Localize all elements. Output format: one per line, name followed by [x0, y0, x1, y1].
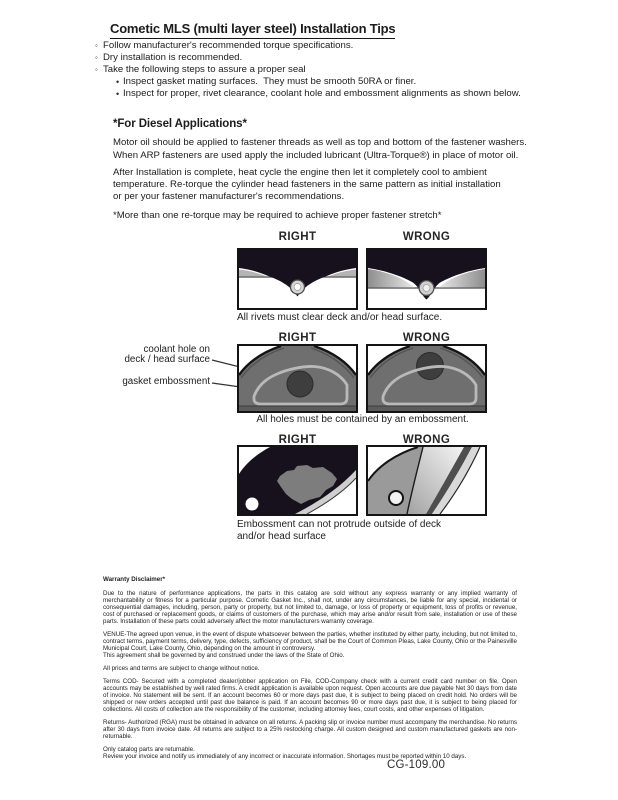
diesel-section	[113, 118, 527, 222]
wrong-label-row3: WRONG	[402, 434, 451, 446]
list-item	[95, 52, 521, 64]
coolant-hole-label	[88, 345, 210, 365]
text-line: Motor oil should be applied to fastener threads as well as top and bottom of the fastener washers.	[113, 137, 527, 149]
dot-bullet-icon: •	[116, 77, 120, 87]
dot-bullet-icon: •	[116, 89, 120, 99]
sub-list-item	[95, 88, 521, 100]
list-item-text: Take the following steps to assure a proper seal	[103, 64, 306, 75]
rivet-diagram-right	[237, 248, 358, 310]
disclaimer-paragraph: Only catalog parts are returnable.	[103, 746, 195, 753]
list-item-text: Inspect for proper, rivet clearance, coolant hole and embossment alignments as shown below.	[123, 88, 521, 99]
list-item-text: Follow manufacturer's recommended torque specifications.	[103, 40, 354, 51]
text-line: or per your fastener manufacturer's recommendations.	[113, 191, 345, 203]
label-line: coolant hole on	[143, 344, 210, 355]
list-item	[95, 40, 521, 52]
list-item	[95, 64, 521, 76]
label-line: deck / head surface	[124, 354, 210, 365]
text-line: temperature. Re-torque the cylinder head fasteners in the same pattern as initial installation	[113, 179, 501, 191]
disclaimer-paragraph: VENUE-The agreed upon venue, in the event of dispute whatsoever between the parties, whether instituted by either party, including, but not limited to, contract terms, payment terms, delivery, type, defects, sufficiency of product, shall be the Court of Common Pleas, Lake County, Ohio or the Painesville Municipal Court, Lake County, Ohio, depending on the amount in controversy.	[103, 631, 517, 652]
wrong-label-row1: WRONG	[402, 231, 451, 243]
bullet-icon: ◦	[95, 41, 98, 50]
right-label-row2: RIGHT	[278, 332, 317, 344]
text-line: After Installation is complete, heat cycle the engine then let it completely cool to ambient	[113, 166, 487, 178]
caption-line: Embossment can not protrude outside of deck	[237, 519, 442, 530]
disclaimer-paragraph: Due to the nature of performance applications, the parts in this catalog are sold without any express warranty or any implied warranty of merchantability or fitness for a particular purpose. Cometic Gasket Inc., shall not, under any circumstances, be liable for any special, incidental or consequential damages, including, person, party or property, but not limited to, damage, or loss of property or equipment, loss of profits or revenue, cost of purchased or replacement goods, or claims of customers of the purchase, which may arise and/or result from sale, installation or use of these parts. Installation of these parts could adversely affect the motor manufacturers warranty coverage.	[103, 590, 517, 625]
page-title	[110, 21, 395, 39]
row2-caption: All holes must be contained by an embossment.	[256, 414, 469, 425]
bullet-icon: ◦	[95, 53, 98, 62]
list-item-text: Inspect gasket mating surfaces. They must be smooth 50RA or finer.	[123, 76, 417, 87]
installation-tips-list	[95, 40, 521, 100]
sub-list-item	[95, 76, 521, 88]
disclaimer-paragraph: This agreement shall be governed by and construed under the laws of the State of Ohio.	[103, 652, 345, 659]
bullet-icon: ◦	[95, 65, 98, 74]
disclaimer-paragraph: Terms COD- Secured with a completed dealer/jobber application on File, COD-Company check with a current credit card number on file. Open accounts may be established by well rated firms. A credit application is available upon request. Open accounts are due payable Net 30 days from date of invoice. No statement will be sent. If an account becomes 60 or more days past due, it is subject to being placed on credit hold. No orders will be shipped or new orders accepted until past due balance is paid. If an account becomes 90 or more days past due, it is subject to being placed for collections. All costs of collection are the responsibility of the customer, including attorney fees, court costs, and other expenses of litigation.	[103, 678, 517, 713]
caption-line: and/or head surface	[237, 531, 326, 542]
diesel-paragraph-2	[113, 167, 527, 204]
row3-caption	[237, 519, 441, 543]
embossment-diagram-right	[237, 344, 358, 413]
wrong-label-row2: WRONG	[402, 332, 451, 344]
disclaimer-paragraph: Returns- Authorized (RGA) must be obtained in advance on all returns. A packing slip or invoice number must accompany the merchandise. No returns after 30 days from invoice date. All returns are subject to a 25% restocking charge. All custom designed and custom manufactured gaskets are non-returnable.	[103, 719, 517, 740]
bolt-hole-glyph	[246, 498, 259, 511]
diesel-heading: *For Diesel Applications*	[113, 118, 247, 130]
embossment-diagram-wrong	[366, 344, 487, 413]
disclaimer-paragraph: Review your invoice and notify us immediately of any incorrect or inaccurate information. Shortages must be reported within 10 days.	[103, 753, 467, 760]
diesel-paragraph-1	[113, 137, 527, 162]
disclaimer-paragraph: All prices and terms are subject to change without notice.	[103, 665, 260, 672]
gasket-embossment-label: gasket embossment	[122, 376, 210, 387]
retorque-note: *More than one re-torque may be required to achieve proper fastener stretch*	[113, 209, 442, 221]
coolant-hole-glyph	[287, 371, 313, 397]
text-line: When ARP fasteners are used apply the included lubricant (Ultra-Torque®) in place of motor oil.	[113, 149, 519, 161]
list-item-text: Dry installation is recommended.	[103, 52, 243, 63]
bolt-hole-glyph	[389, 491, 403, 505]
protrusion-diagram-wrong	[366, 445, 487, 516]
row1-caption: All rivets must clear deck and/or head surface.	[237, 312, 443, 323]
right-label-row1: RIGHT	[278, 231, 317, 243]
page-title-text: Cometic MLS (multi layer steel) Installation Tips	[110, 21, 395, 39]
right-label-row3: RIGHT	[278, 434, 317, 446]
disclaimer-heading: Warranty Disclaimer*	[103, 576, 166, 583]
rivet-diagram-wrong	[366, 248, 487, 310]
protrusion-diagram-right	[237, 445, 358, 516]
warranty-disclaimer	[103, 576, 517, 766]
page-code: CG-109.00	[387, 759, 446, 771]
